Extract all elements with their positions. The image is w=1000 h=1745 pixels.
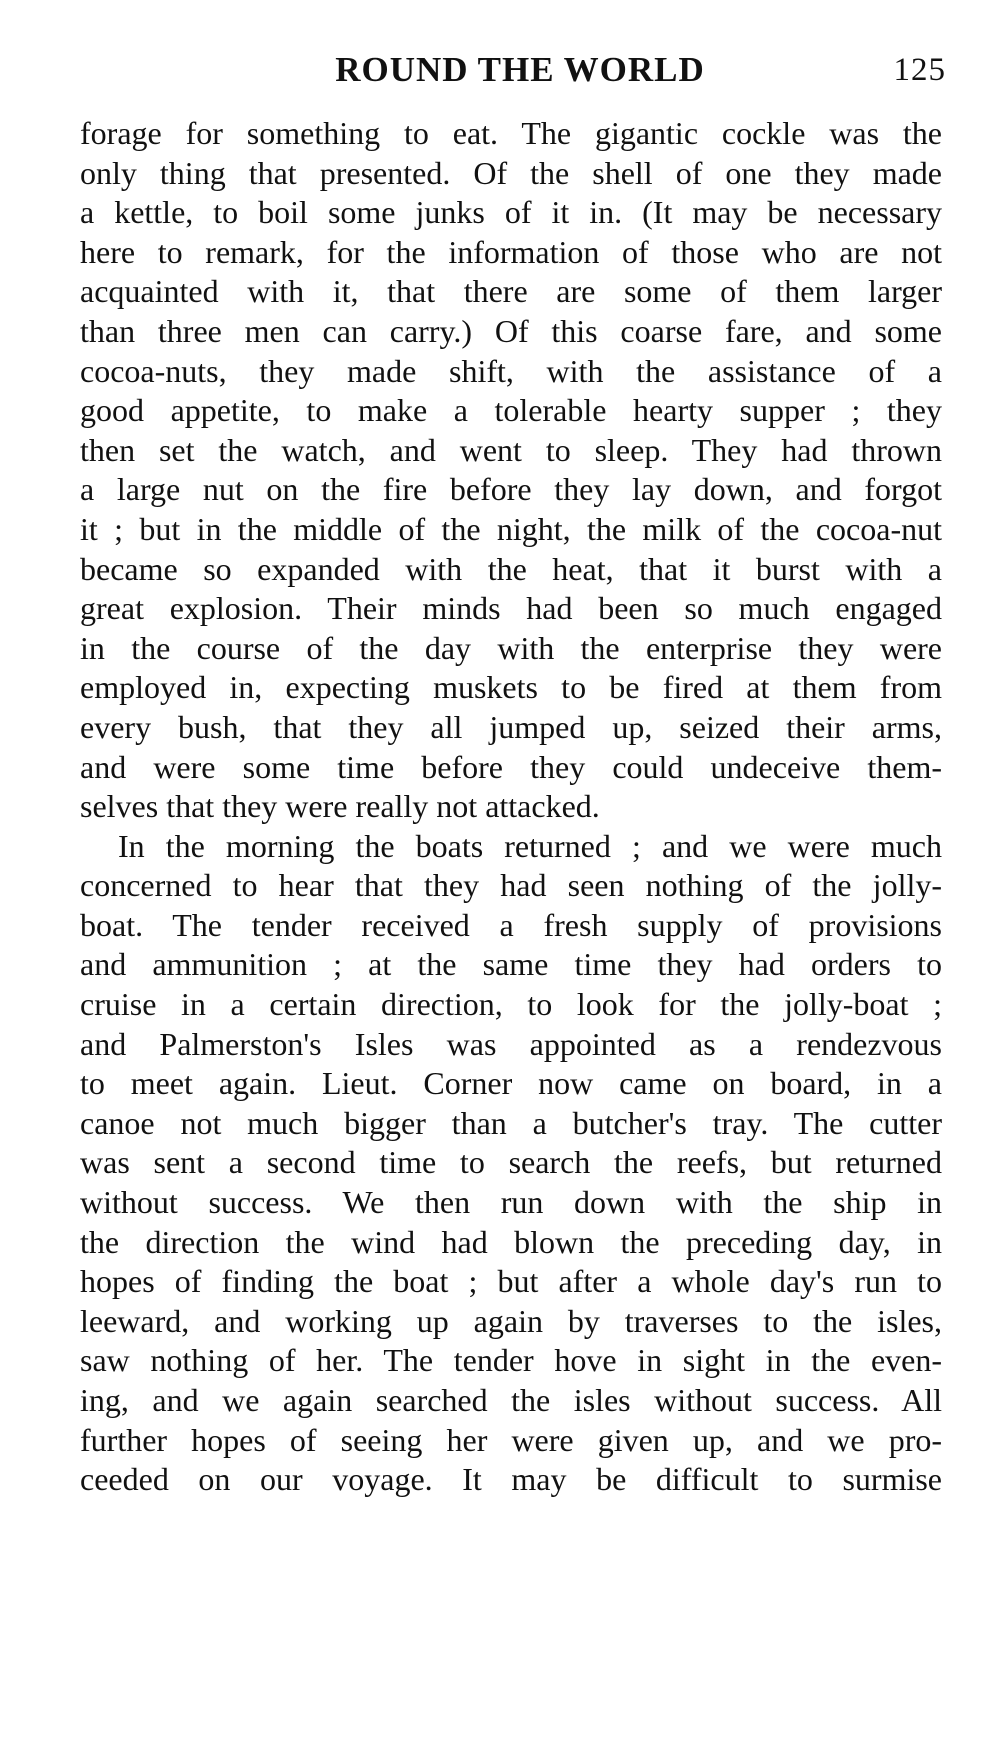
text-line: only thing that presented. Of the shell of one they made bbox=[80, 154, 942, 191]
text-line: canoe not much bigger than a butcher's tray. The cutter bbox=[80, 1104, 942, 1141]
text-line: and ammunition ; at the same time they had orders to bbox=[80, 946, 942, 983]
text-line: a kettle, to boil some junks of it in. (It may be necessary bbox=[80, 194, 942, 231]
text-line: boat. The tender received a fresh supply of provisions bbox=[80, 906, 942, 943]
text-line: ceeded on our voyage. It may be difficult to surmise bbox=[80, 1461, 942, 1498]
text-line: it ; but in the middle of the night, the milk of the cocoa-nut bbox=[80, 510, 942, 547]
text-line: great explosion. Their minds had been so much engaged bbox=[80, 590, 942, 627]
body-text bbox=[80, 114, 942, 1500]
text-line: was sent a second time to search the reefs, but returned bbox=[80, 1144, 942, 1181]
text-line: became so expanded with the heat, that it burst with a bbox=[80, 550, 942, 587]
text-line: ing, and we again searched the isles without success. All bbox=[80, 1382, 942, 1418]
text-line: cruise in a certain direction, to look for the jolly-boat ; bbox=[80, 986, 942, 1023]
text-line: in the course of the day with the enterprise they were bbox=[80, 629, 942, 666]
text-line: then set the watch, and went to sleep. They had thrown bbox=[80, 431, 942, 468]
text-line: and Palmerston's Isles was appointed as a rendezvous bbox=[80, 1025, 942, 1062]
text-line: acquainted with it, that there are some of them larger bbox=[80, 273, 942, 310]
text-line: cocoa-nuts, they made shift, with the assistance of a bbox=[80, 352, 942, 389]
text-line: forage for something to eat. The gigantic cockle was the bbox=[80, 115, 942, 151]
text-line: than three men can carry.) Of this coarse fare, and some bbox=[80, 312, 942, 349]
running-head bbox=[80, 50, 960, 100]
text-line: good appetite, to make a tolerable hearty supper ; they bbox=[80, 392, 942, 429]
text-line: hopes of finding the boat ; but after a whole day's run to bbox=[80, 1263, 942, 1300]
text-line: a large nut on the fire before they lay down, and forgot bbox=[80, 471, 942, 508]
page-number: 125 bbox=[893, 52, 946, 88]
text-line: every bush, that they all jumped up, seized their arms, bbox=[80, 708, 942, 745]
text-line: leeward, and working up again by traverses to the isles, bbox=[80, 1302, 942, 1339]
text-line: without success. We then run down with the ship in bbox=[80, 1184, 942, 1221]
text-line: here to remark, for the information of those who are not bbox=[80, 233, 942, 270]
paragraph-2 bbox=[80, 827, 942, 1500]
text-line: further hopes of seeing her were given up, and we pro- bbox=[80, 1421, 942, 1458]
text-line: employed in, expecting muskets to be fired at them from bbox=[80, 669, 942, 706]
text-line: the direction the wind had blown the preceding day, in bbox=[80, 1223, 942, 1260]
paragraph-1 bbox=[80, 114, 942, 827]
text-line: and were some time before they could undeceive them- bbox=[80, 748, 942, 785]
running-title: ROUND THE WORLD bbox=[335, 50, 705, 89]
text-line: saw nothing of her. The tender hove in sight in the even- bbox=[80, 1342, 942, 1379]
text-line: In the morning the boats returned ; and we were much bbox=[118, 827, 942, 864]
text-line: to meet again. Lieut. Corner now came on board, in a bbox=[80, 1065, 942, 1102]
text-line: selves that they were really not attacked. bbox=[80, 788, 600, 825]
text-line: concerned to hear that they had seen nothing of the jolly- bbox=[80, 867, 942, 904]
